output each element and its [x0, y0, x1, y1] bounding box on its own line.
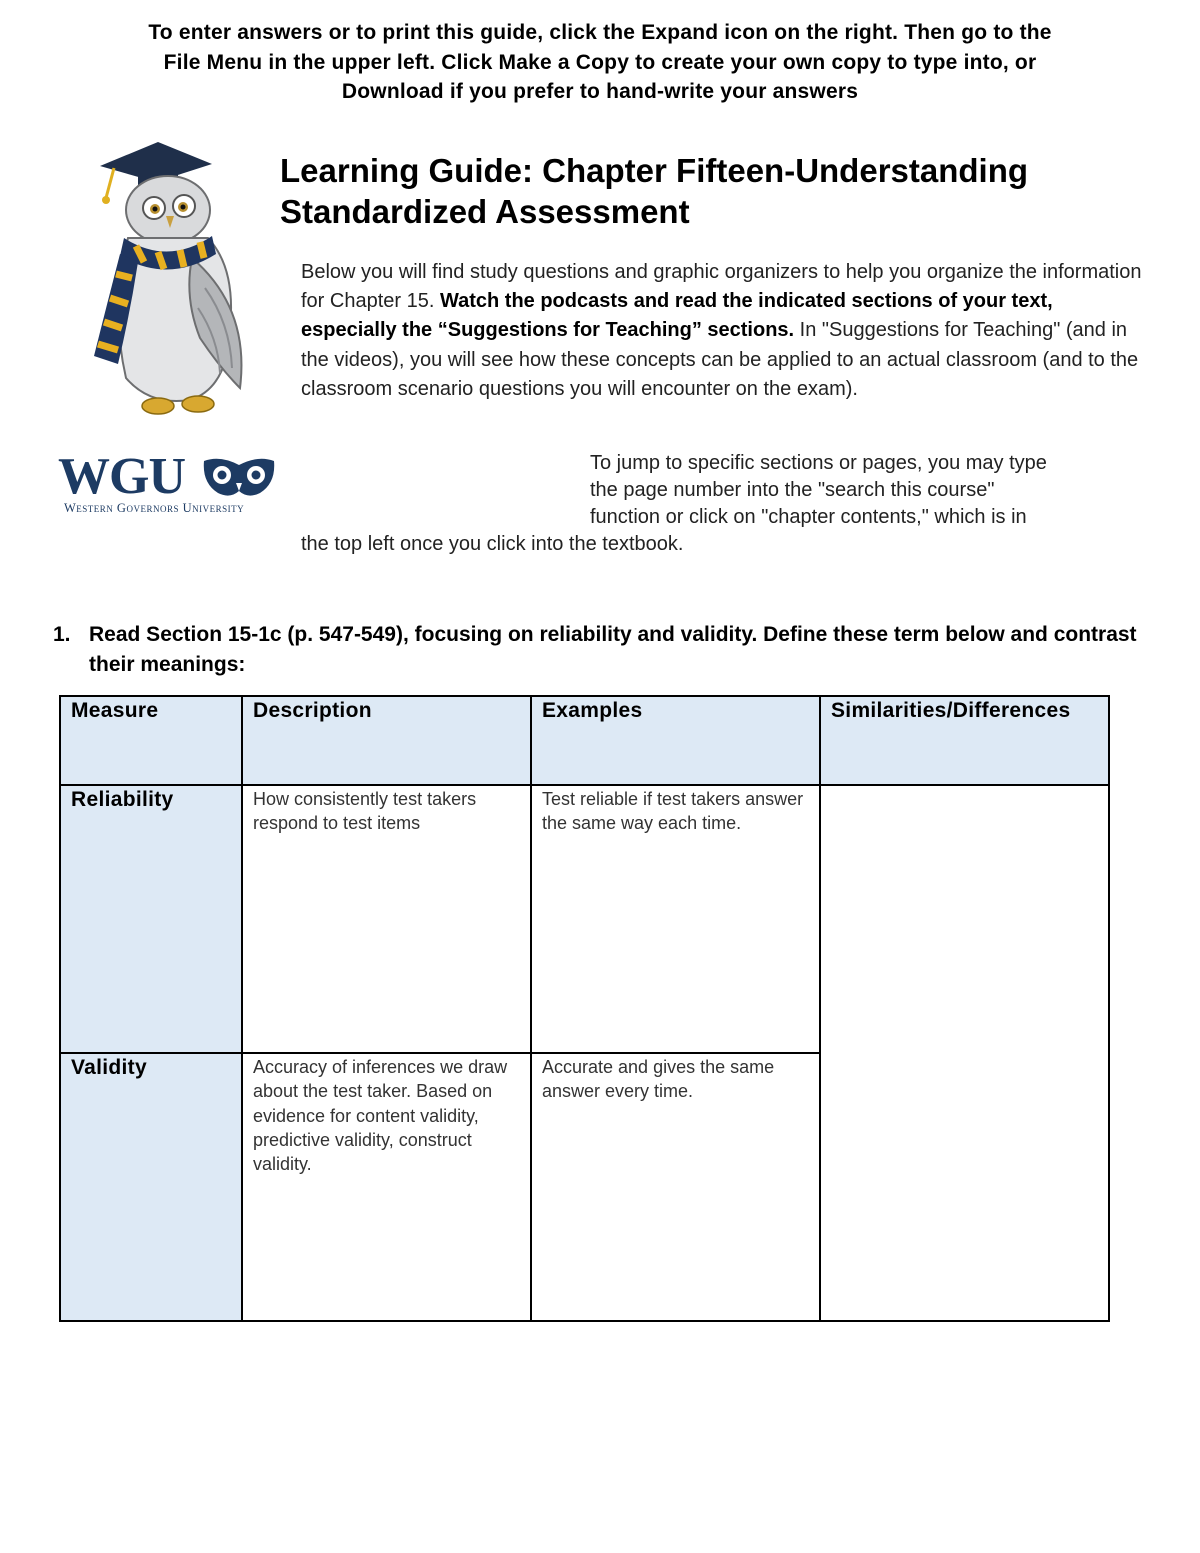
- header-cell: [242, 696, 531, 785]
- header-cell: [60, 696, 242, 785]
- examples-text: Test reliable if test takers answer the same way each time.: [542, 789, 804, 834]
- tip-line: the top left once you click into the textbook.: [301, 533, 684, 555]
- intro-emphasis: Watch the podcasts and read the indicated sections of your text, especially the “Suggestions for Teaching” sections.: [301, 290, 1053, 342]
- notice-line: To enter answers or to print this guide, click the Expand icon on the right. Then go to the: [148, 21, 1052, 44]
- notice-line: File Menu in the upper left. Click Make a Copy to create your own copy to type into, or: [163, 50, 1037, 74]
- measure-cell: [60, 1053, 242, 1321]
- instructions-notice: [60, 18, 1140, 107]
- description-cell[interactable]: [242, 1053, 531, 1321]
- question-text: Read Section 15-1c (p. 547-549), focusing on reliability and validity. Define these term below and contrast their meanings:: [89, 623, 1137, 676]
- tip-line: To jump to specific sections or pages, you may type: [590, 452, 1047, 474]
- notice-line: Download if you prefer to hand-write your answers: [341, 80, 859, 103]
- header-examples: Examples: [542, 699, 643, 722]
- owl-logo-icon: [200, 455, 278, 499]
- header-measure: Measure: [71, 699, 159, 722]
- tip-line: function or click on "chapter contents," which is in: [590, 506, 1027, 528]
- measure-label: Reliability: [71, 788, 174, 811]
- navigation-tip: [301, 450, 1151, 558]
- owl-mascot-image: [80, 138, 255, 428]
- title-line: Learning Guide: Chapter Fifteen-Understanding: [280, 152, 1029, 189]
- wgu-wordmark: WGU: [58, 448, 185, 505]
- graphic-organizer-table: [59, 695, 1110, 1322]
- examples-text: Accurate and gives the same answer every time.: [542, 1057, 775, 1102]
- page-title: [280, 150, 1160, 232]
- wgu-logo: [58, 448, 278, 520]
- measure-cell: [60, 785, 242, 1053]
- measure-label: Validity: [71, 1056, 147, 1079]
- description-text: How consistently test takers respond to test items: [253, 789, 477, 834]
- examples-cell[interactable]: [531, 785, 820, 1053]
- title-line: Standardized Assessment: [280, 193, 690, 230]
- intro-text: In "Suggestions for Teaching" (and in the videos), you will see how these concepts can be applied to an actual classroom (and to the classroom scenario questions you will encounter on the exam).: [301, 319, 1139, 400]
- header-similarities: Similarities/Differences: [831, 699, 1071, 722]
- similarities-cell[interactable]: [820, 785, 1109, 1321]
- table-header-row: [60, 696, 1109, 785]
- question-number: 1.: [53, 623, 71, 646]
- intro-text: Below you will find study questions and graphic organizers to help you organize the information for Chapter 15.: [301, 261, 1142, 313]
- description-text: Accuracy of inferences we draw about the test taker. Based on evidence for content validity, predictive validity, construct validity.: [253, 1057, 508, 1175]
- description-cell[interactable]: [242, 785, 531, 1053]
- header-description: Description: [253, 699, 372, 722]
- intro-paragraph: [301, 258, 1151, 404]
- question-1: [53, 620, 1143, 680]
- examples-cell[interactable]: [531, 1053, 820, 1321]
- header-cell: [820, 696, 1109, 785]
- header-cell: [531, 696, 820, 785]
- tip-line: the page number into the "search this course": [590, 479, 995, 501]
- wgu-subtitle: Western Governors University: [64, 501, 245, 515]
- table-row: [60, 785, 1109, 1053]
